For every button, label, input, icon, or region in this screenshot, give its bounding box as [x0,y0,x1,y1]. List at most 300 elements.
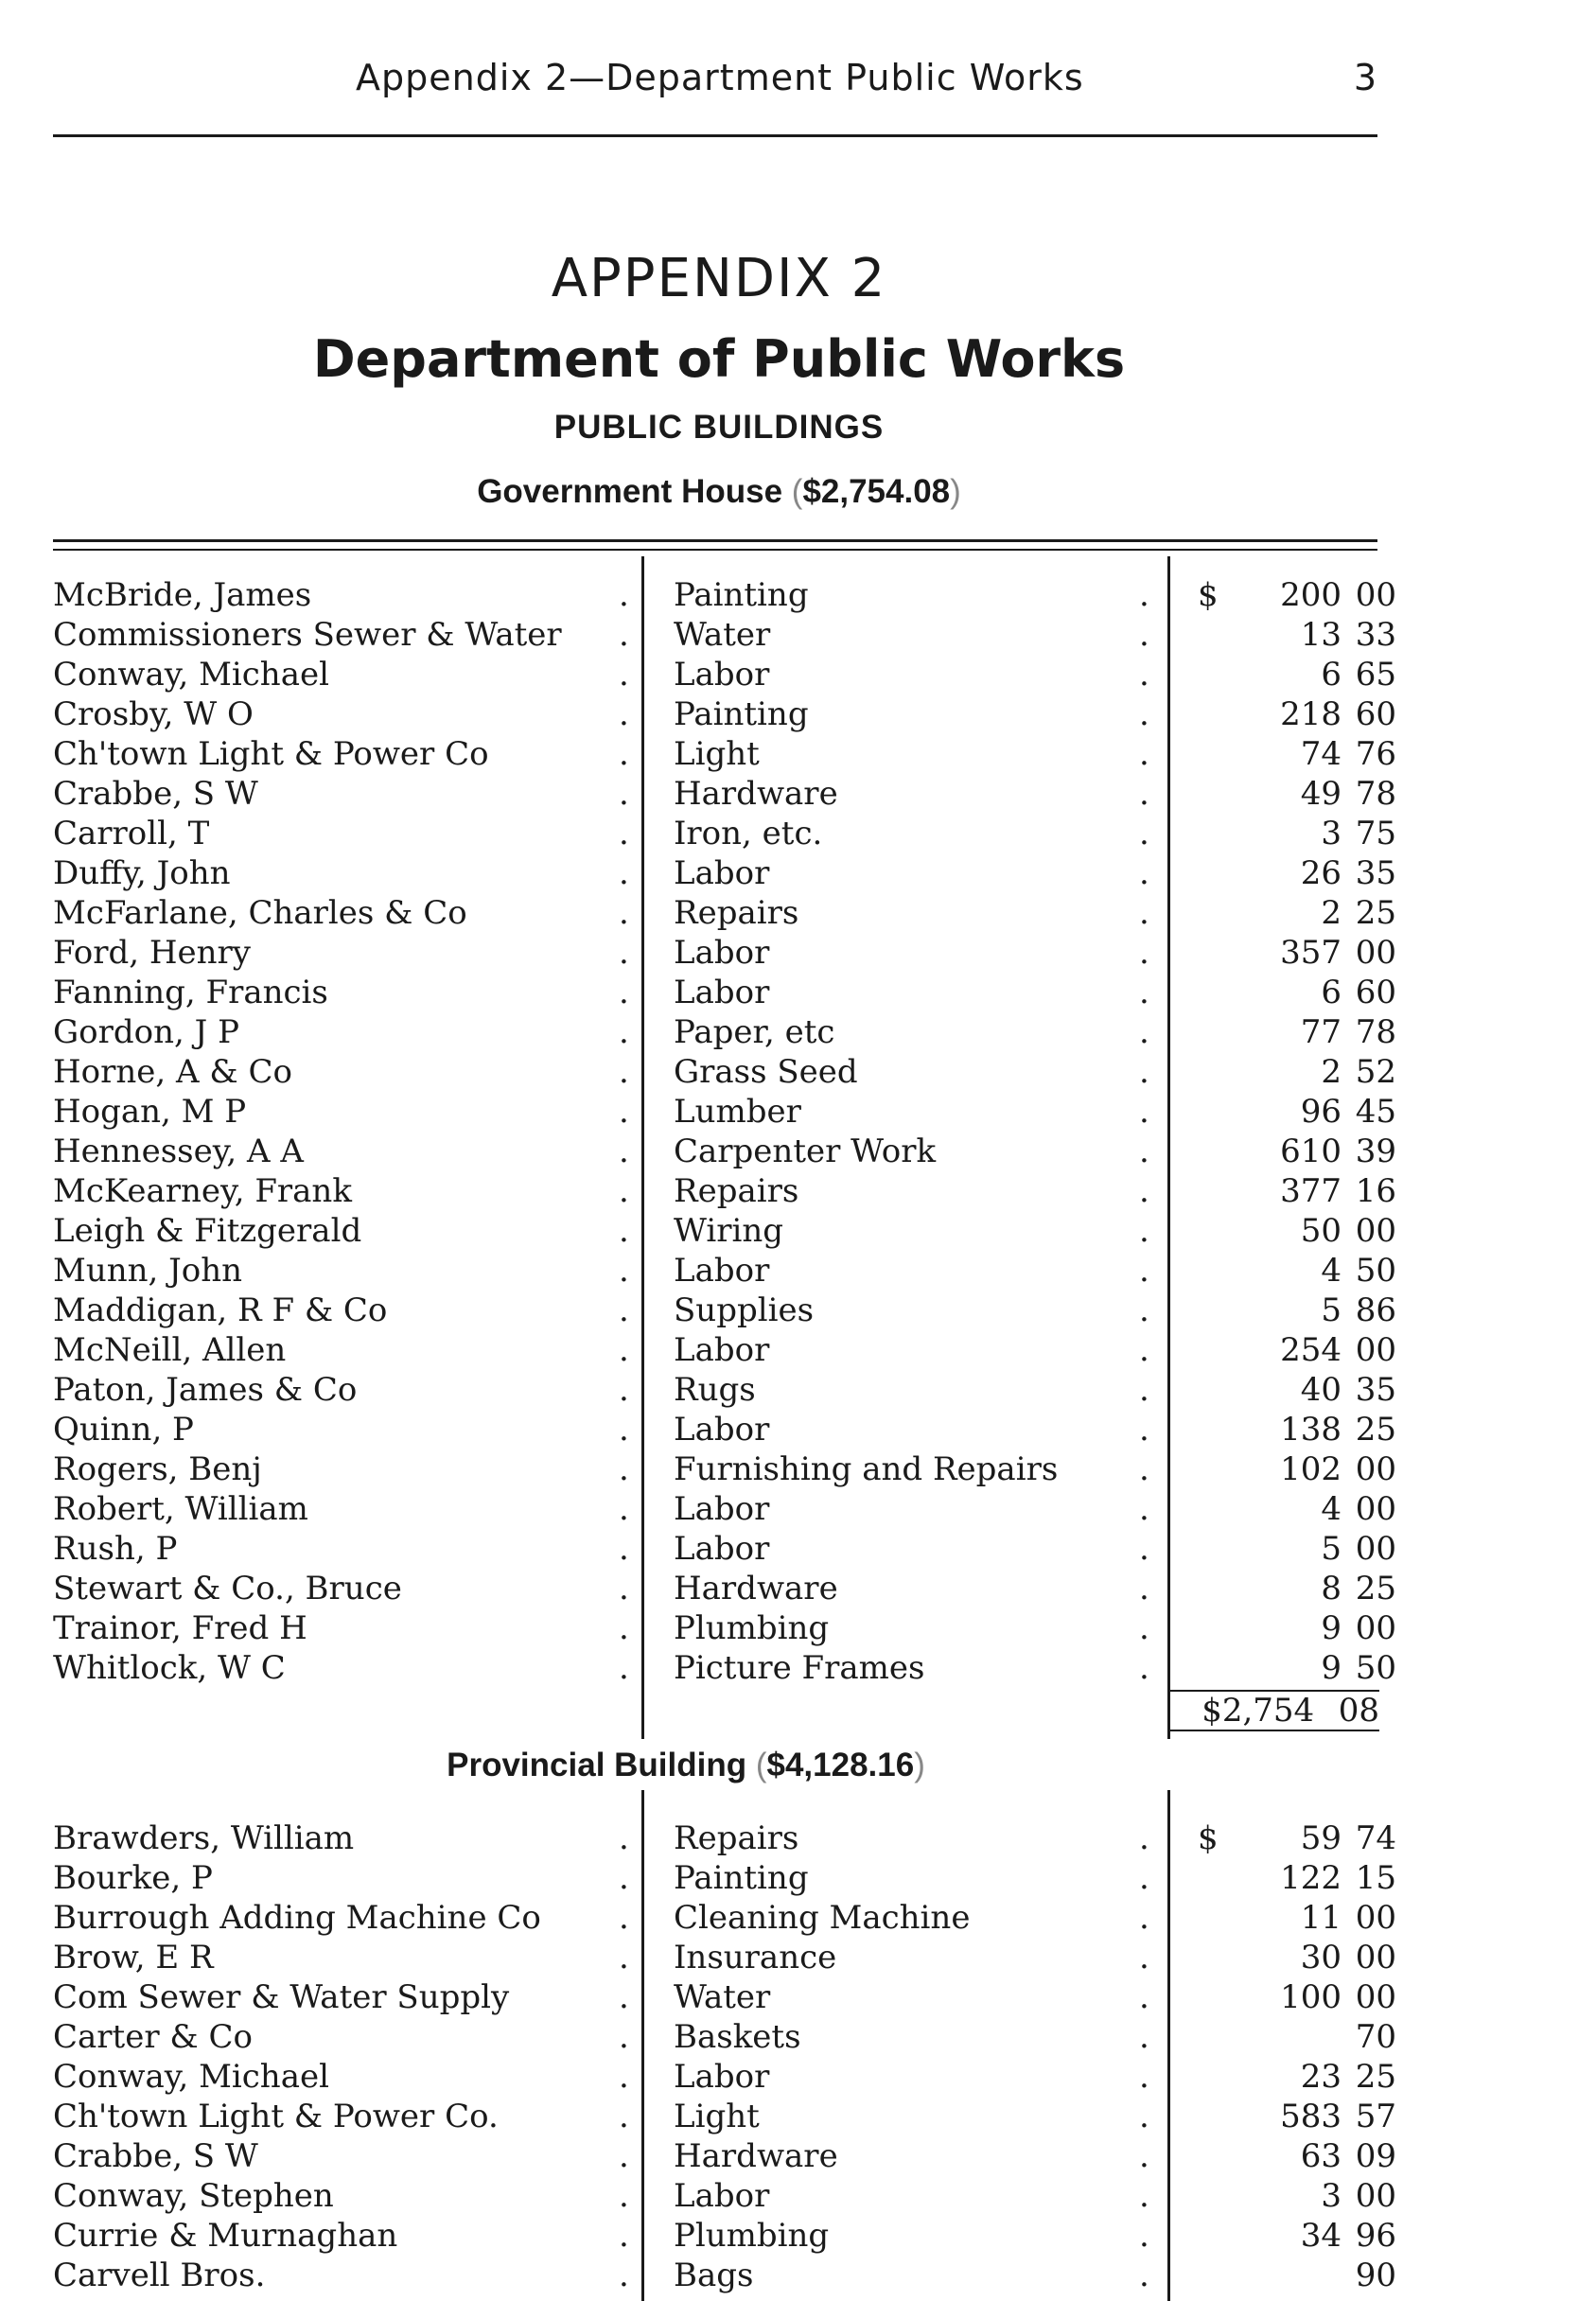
payment-purpose: Bags [674,2257,754,2294]
payment-amount [1226,734,1396,774]
payment-purpose: Plumbing [674,2217,830,2255]
leader-dot: . [1139,2137,1149,2175]
leader-dot: . [619,854,629,892]
leader-dot: . [619,2217,629,2255]
payee-name: Conway, Michael [53,2058,329,2096]
payment-amount [1226,2136,1396,2176]
payment-amount [1226,694,1396,734]
payment-purpose: Labor [674,974,770,1011]
leader-dot: . [619,1212,629,1250]
ledger-row [53,1211,1396,1251]
leader-dot: . [1139,1291,1149,1329]
government-house-total [1170,1690,1379,1731]
ledger-row [53,1251,1396,1291]
amount-cents: 50 [1355,1649,1396,1687]
payment-amount [1226,2256,1396,2295]
amount-cents: 78 [1355,1013,1396,1051]
leader-dot: . [1139,2018,1149,2056]
amount-cents: 33 [1355,616,1396,654]
leader-dot: . [1139,894,1149,932]
ledger-row [53,814,1396,853]
payee-name: Crabbe, S W [53,2137,258,2175]
amount-dollars: 102 [1280,1450,1342,1488]
payee-name: Trainor, Fred H [53,1609,307,1647]
payment-amount [1226,575,1396,615]
leader-dot: . [1139,2098,1149,2135]
payee-name: Munn, John [53,1252,243,1290]
amount-cents: 00 [1355,1212,1396,1250]
leader-dot: . [1139,1939,1149,1976]
payment-purpose: Painting [674,1859,809,1897]
leader-dot: . [619,1899,629,1937]
payee-name: Stewart & Co., Bruce [53,1570,402,1607]
payee-name: Whitlock, W C [53,1649,286,1687]
payment-amount [1226,1648,1396,1688]
amount-cents: 25 [1355,1570,1396,1607]
leader-dot: . [1139,934,1149,972]
amount-cents: 35 [1355,1371,1396,1409]
amount-dollars: 5 [1321,1291,1342,1329]
payment-purpose: Labor [674,1252,770,1290]
leader-dot: . [1139,1411,1149,1449]
payment-amount [1226,1092,1396,1132]
ledger-row [53,1132,1396,1171]
leader-dot: . [1139,974,1149,1011]
payee-name: Robert, William [53,1490,308,1528]
leader-dot: . [1139,1859,1149,1897]
amount-cents: 00 [1355,1939,1396,1976]
payee-name: Carter & Co [53,2018,253,2056]
ledger-row [53,2017,1396,2057]
payment-purpose: Iron, etc. [674,815,823,852]
leader-dot: . [1139,1172,1149,1210]
leader-dot: . [619,1819,629,1857]
leader-dot: . [619,2058,629,2096]
payee-name: Fanning, Francis [53,974,328,1011]
leader-dot: . [1139,616,1149,654]
payment-purpose: Hardware [674,1570,838,1607]
header-rule [53,134,1377,137]
amount-cents: 45 [1355,1093,1396,1131]
payment-purpose: Labor [674,1490,770,1528]
leader-dot: . [619,2177,629,2215]
leader-dot: . [1139,2177,1149,2215]
payment-amount [1226,1052,1396,1092]
payment-amount [1226,1012,1396,1052]
leader-dot: . [1139,1819,1149,1857]
amount-dollars: 138 [1280,1411,1342,1449]
payee-name: McBride, James [53,576,312,614]
ledger-row [53,1012,1396,1052]
payee-name: Hogan, M P [53,1093,247,1131]
leader-dot: . [619,894,629,932]
amount-cents: 74 [1355,1819,1396,1857]
amount-cents: 16 [1355,1172,1396,1210]
payment-purpose: Rugs [674,1371,756,1409]
subsection-name: Government House [477,473,783,510]
amount-dollars: 40 [1300,1371,1342,1409]
amount-dollars: 610 [1280,1133,1342,1170]
ledger-row [53,1330,1396,1370]
payee-name: Horne, A & Co [53,1053,292,1091]
amount-dollars: 8 [1321,1570,1342,1607]
table-top-rule [53,539,1377,551]
ledger-row [53,933,1396,973]
subsection-name: Provincial Building [447,1747,747,1783]
payee-name: Rogers, Benj [53,1450,262,1488]
payee-name: Brow, E R [53,1939,214,1976]
amount-cents: 86 [1355,1291,1396,1329]
ledger-row [53,1410,1396,1449]
amount-cents: 00 [1355,1899,1396,1937]
payment-amount [1226,1211,1396,1251]
amount-dollars: 377 [1280,1172,1342,1210]
amount-cents: 60 [1355,695,1396,733]
amount-dollars: 218 [1280,695,1342,733]
payment-purpose: Paper, etc [674,1013,835,1051]
amount-cents: 00 [1355,1450,1396,1488]
leader-dot: . [619,616,629,654]
ledger-row [53,734,1396,774]
amount-dollars: 4 [1321,1252,1342,1290]
leader-dot: . [1139,576,1149,614]
amount-dollars: 3 [1321,2177,1342,2215]
government-house-heading: Government House ($2,754.08) [477,473,961,510]
payment-purpose: Repairs [674,1819,799,1857]
payment-amount [1226,1171,1396,1211]
payee-name: Quinn, P [53,1411,194,1449]
payment-purpose: Water [674,1978,771,2016]
amount-dollars: 77 [1300,1013,1342,1051]
ledger-row [53,2136,1396,2176]
page-number: 3 [1353,57,1377,98]
amount-dollars: 100 [1280,1978,1342,2016]
leader-dot: . [619,695,629,733]
payment-purpose: Labor [674,656,770,694]
ledger-row [53,655,1396,694]
amount-dollars: 34 [1300,2217,1342,2255]
leader-dot: . [619,2018,629,2056]
payee-name: McFarlane, Charles & Co [53,894,467,932]
leader-dot: . [1139,2257,1149,2294]
ledger-row [53,1569,1396,1608]
payee-name: Conway, Stephen [53,2177,334,2215]
payee-name: McNeill, Allen [53,1331,287,1369]
amount-dollars: 50 [1300,1212,1342,1250]
leader-dot: . [619,576,629,614]
payment-amount [1226,853,1396,893]
amount-dollars: 200 [1280,576,1342,614]
ledger-row [53,1648,1396,1688]
ledger-row [53,1449,1396,1489]
payment-purpose: Plumbing [674,1609,830,1647]
ledger-row [53,893,1396,933]
leader-dot: . [1139,2058,1149,2096]
ledger-row [53,1608,1396,1648]
amount-dollars: 74 [1300,735,1342,773]
payment-purpose: Labor [674,934,770,972]
amount-cents: 09 [1355,2137,1396,2175]
amount-dollars: 23 [1300,2058,1342,2096]
leader-dot: . [619,2257,629,2294]
amount-cents: 25 [1355,1411,1396,1449]
leader-dot: . [1139,1252,1149,1290]
leader-dot: . [1139,1212,1149,1250]
leader-dot: . [619,1939,629,1976]
amount-dollars: 5 [1321,1530,1342,1568]
amount-cents: 57 [1355,2098,1396,2135]
payment-purpose: Water [674,616,771,654]
payment-amount [1226,2216,1396,2256]
payment-purpose: Furnishing and Repairs [674,1450,1059,1488]
ledger-row [53,1370,1396,1410]
payment-amount [1226,1410,1396,1449]
ledger-row [53,853,1396,893]
payment-purpose: Wiring [674,1212,784,1250]
payment-amount [1226,973,1396,1012]
leader-dot: . [619,815,629,852]
leader-dot: . [1139,1133,1149,1170]
ledger-row [53,1291,1396,1330]
payee-name: Currie & Murnaghan [53,2217,398,2255]
payment-purpose: Labor [674,1411,770,1449]
ledger-row [53,1977,1396,2017]
payment-purpose: Insurance [674,1939,837,1976]
currency-symbol: $ [1198,576,1219,614]
payment-amount [1226,1938,1396,1977]
amount-cents: 52 [1355,1053,1396,1091]
amount-dollars: 63 [1300,2137,1342,2175]
payment-purpose: Lumber [674,1093,801,1131]
ledger-row [53,2176,1396,2216]
payment-purpose: Labor [674,854,770,892]
leader-dot: . [619,1053,629,1091]
leader-dot: . [619,2137,629,2175]
payee-name: Ch'town Light & Power Co [53,735,489,773]
payment-purpose: Repairs [674,1172,799,1210]
payment-amount [1226,2057,1396,2097]
payment-amount [1226,1818,1396,1858]
leader-dot: . [1139,1978,1149,2016]
amount-cents: 00 [1355,1530,1396,1568]
amount-cents: 70 [1355,2018,1396,2056]
ledger-row [53,1858,1396,1898]
leader-dot: . [1139,656,1149,694]
ledger-row [53,575,1396,615]
amount-dollars: 59 [1300,1819,1342,1857]
payment-amount [1226,1132,1396,1171]
leader-dot: . [619,1093,629,1131]
payee-name: Paton, James & Co [53,1371,358,1409]
amount-cents: 15 [1355,1859,1396,1897]
payment-amount [1226,774,1396,814]
payee-name: Gordon, J P [53,1013,239,1051]
leader-dot: . [619,735,629,773]
amount-dollars: 9 [1321,1609,1342,1647]
payee-name: Commissioners Sewer & Water [53,616,562,654]
amount-cents: 00 [1355,1978,1396,2016]
payment-purpose: Labor [674,2058,770,2096]
amount-dollars: 2 [1321,894,1342,932]
payee-name: Carvell Bros. [53,2257,266,2294]
amount-dollars: 11 [1300,1899,1342,1937]
ledger-row [53,1489,1396,1529]
amount-cents: 90 [1355,2257,1396,2294]
amount-dollars: 49 [1300,775,1342,813]
payment-purpose: Hardware [674,2137,838,2175]
amount-cents: 00 [1355,576,1396,614]
amount-dollars: 2 [1321,1053,1342,1091]
amount-dollars: 357 [1280,934,1342,972]
section-title: PUBLIC BUILDINGS [553,409,885,446]
leader-dot: . [1139,1530,1149,1568]
leader-dot: . [619,1172,629,1210]
ledger-row [53,2057,1396,2097]
payment-amount [1226,1977,1396,2017]
provincial-building-ledger [53,1818,1396,2301]
amount-cents: 75 [1355,815,1396,852]
payment-purpose: Labor [674,1331,770,1369]
payment-amount [1226,1330,1396,1370]
department-title: Department of Public Works [312,329,1126,389]
amount-dollars: 9 [1321,1649,1342,1687]
amount-cents: 25 [1355,894,1396,932]
payee-name: Brawders, William [53,1819,355,1857]
amount-dollars: 26 [1300,854,1342,892]
payee-name: McKearney, Frank [53,1172,352,1210]
leader-dot: . [1139,1053,1149,1091]
amount-cents: 39 [1355,1133,1396,1170]
amount-dollars: 96 [1300,1093,1342,1131]
payee-name: Maddigan, R F & Co [53,1291,388,1329]
payment-purpose: Grass Seed [674,1053,858,1091]
total-cents: 08 [1338,1692,1379,1730]
ledger-row [53,2256,1396,2295]
ledger-row [53,1092,1396,1132]
leader-dot: . [619,1252,629,1290]
payment-amount [1226,615,1396,655]
amount-dollars: 583 [1280,2098,1342,2135]
ledger-row [53,1898,1396,1938]
payment-purpose: Repairs [674,894,799,932]
leader-dot: . [619,1490,629,1528]
amount-cents: 65 [1355,656,1396,694]
payment-purpose: Labor [674,2177,770,2215]
payee-name: Conway, Michael [53,656,329,694]
amount-cents: 00 [1355,1609,1396,1647]
leader-dot: . [1139,2217,1149,2255]
amount-dollars: 3 [1321,815,1342,852]
leader-dot: . [1139,1013,1149,1051]
leader-dot: . [619,656,629,694]
leader-dot: . [1139,1371,1149,1409]
running-title: Appendix 2—Department Public Works [356,57,1084,98]
leader-dot: . [619,1371,629,1409]
ledger-row [53,1171,1396,1211]
appendix-title: APPENDIX 2 [551,248,887,309]
ledger-row [53,2097,1396,2136]
ledger-row [53,774,1396,814]
ledger-row [53,1938,1396,1977]
leader-dot: . [619,1859,629,1897]
leader-dot: . [619,1530,629,1568]
amount-cents: 25 [1355,2058,1396,2096]
payment-purpose: Hardware [674,775,838,813]
leader-dot: . [619,1331,629,1369]
payment-purpose: Supplies [674,1291,815,1329]
leader-dot: . [619,1570,629,1607]
subsection-total: $4,128.16 [766,1747,915,1783]
payee-name: Hennessey, A A [53,1133,304,1170]
ledger-row [53,1052,1396,1092]
amount-dollars: 13 [1300,616,1342,654]
leader-dot: . [619,934,629,972]
leader-dot: . [619,1411,629,1449]
payment-amount [1226,1529,1396,1569]
payment-amount [1226,1489,1396,1529]
payment-amount [1226,655,1396,694]
amount-cents: 00 [1355,2177,1396,2215]
leader-dot: . [619,974,629,1011]
ledger-row [53,973,1396,1012]
payee-name: Crabbe, S W [53,775,258,813]
leader-dot: . [1139,1490,1149,1528]
leader-dot: . [1139,775,1149,813]
leader-dot: . [619,1649,629,1687]
payment-purpose: Painting [674,576,809,614]
payment-amount [1226,2097,1396,2136]
payment-amount [1226,1898,1396,1938]
leader-dot: . [619,2098,629,2135]
amount-dollars: 122 [1280,1859,1342,1897]
leader-dot: . [619,1291,629,1329]
payee-name: Crosby, W O [53,695,254,733]
payment-amount [1226,1370,1396,1410]
amount-cents: 60 [1355,974,1396,1011]
amount-dollars: 6 [1321,656,1342,694]
leader-dot: . [619,775,629,813]
government-house-ledger [53,575,1396,1748]
leader-dot: . [1139,1649,1149,1687]
ledger-row [53,1529,1396,1569]
payment-amount [1226,1608,1396,1648]
payee-name: Ch'town Light & Power Co. [53,2098,499,2135]
payee-name: Duffy, John [53,854,231,892]
leader-dot: . [619,1609,629,1647]
payment-amount [1226,2017,1396,2057]
amount-cents: 00 [1355,1331,1396,1369]
payment-amount [1226,933,1396,973]
payee-name: Ford, Henry [53,934,251,972]
payment-amount [1226,893,1396,933]
payment-amount [1226,1251,1396,1291]
amount-cents: 35 [1355,854,1396,892]
leader-dot: . [1139,815,1149,852]
amount-cents: 00 [1355,1490,1396,1528]
leader-dot: . [1139,1899,1149,1937]
ledger-row [53,2216,1396,2256]
leader-dot: . [1139,695,1149,733]
payment-purpose: Picture Frames [674,1649,925,1687]
amount-cents: 76 [1355,735,1396,773]
provincial-building-heading: Provincial Building ($4,128.16) [447,1747,925,1783]
payee-name: Leigh & Fitzgerald [53,1212,362,1250]
leader-dot: . [1139,735,1149,773]
leader-dot: . [1139,1450,1149,1488]
ledger-row [53,1818,1396,1858]
payment-amount [1226,2176,1396,2216]
amount-dollars: 6 [1321,974,1342,1011]
